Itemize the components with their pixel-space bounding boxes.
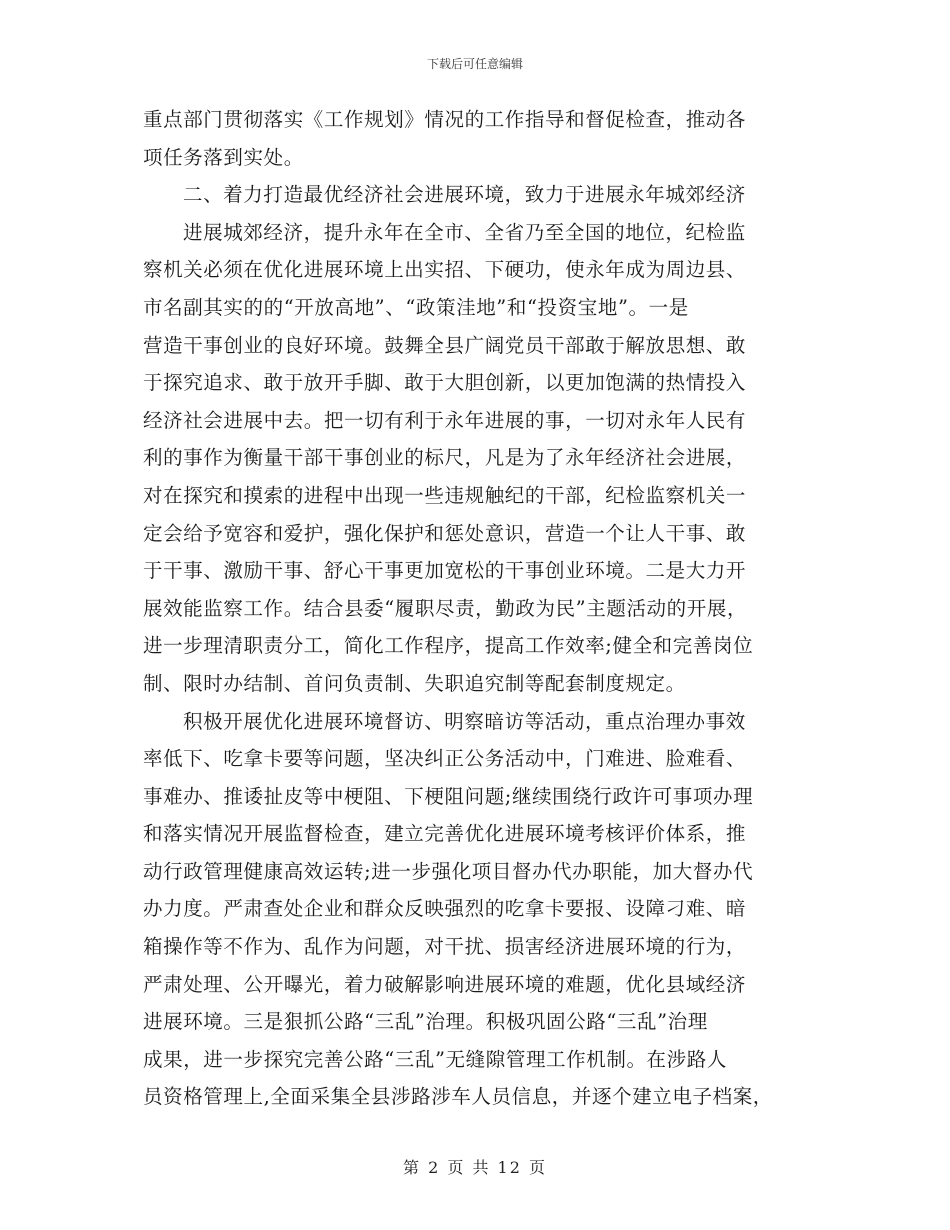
text-line: 事难办、推诿扯皮等中梗阻、下梗阻问题;继续围绕行政许可事项办理 [143,784,754,808]
text-line: 动行政管理健康高效运转;进一步强化项目督办代办职能，加大督办代 [143,859,754,883]
text-line: 员资格管理上,全面采集全县涉路涉车人员信息，并逐个建立电子档案， [143,1085,773,1109]
text-line: 箱操作等不作为、乱作为问题，对干扰、损害经济进展环境的行为， [143,935,747,959]
text-line: 市名副其实的的“开放高地”、“政策洼地”和“投资宝地”。一是 [143,295,689,319]
text-line: 积极开展优化进展环境督访、明察暗访等活动，重点治理办事效 [183,709,746,733]
page-header-note: 下载后可任意编辑 [426,57,523,71]
text-line: 二、着力打造最优经济社会进展环境，致力于进展永年城郊经济 [183,183,746,207]
page-number: 第 2 页 共 12 页 [403,1158,547,1177]
text-line: 于干事、激励干事、舒心干事更加宽松的干事创业环境。二是大力开 [143,559,747,583]
text-line: 项任务落到实处。 [143,145,304,169]
text-line: 进一步理清职责分工，简化工作程序，提高工作效率;健全和完善岗位 [143,634,754,658]
text-line: 定会给予宽容和爱护，强化保护和惩处意识，营造一个让人干事、敢 [143,521,747,545]
text-line: 率低下、吃拿卡要等问题，坚决纠正公务活动中，门难进、脸难看、 [143,747,747,771]
text-line: 对在探究和摸索的进程中出现一些违规触纪的干部，纪检监察机关一 [143,483,747,507]
text-line: 进展环境。三是狠抓公路“三乱”治理。积极巩固公路“三乱”治理 [143,1010,708,1034]
text-line: 和落实情况开展监督检查，建立完善优化进展环境考核评价体系，推 [143,822,747,846]
text-line: 展效能监察工作。结合县委“履职尽责，勤政为民”主题活动的开展， [143,596,748,620]
text-line: 察机关必须在优化进展环境上出实招、下硬功，使永年成为周边县、 [143,258,747,282]
text-line: 制、限时办结制、首问负责制、失职追究制等配套制度规定。 [143,671,686,695]
text-line: 办力度。严肃查处企业和群众反映强烈的吃拿卡要报、设障刁难、暗 [143,897,747,921]
text-line: 营造干事创业的良好环境。鼓舞全县广阔党员干部敢于解放思想、敢 [143,333,747,357]
text-line: 利的事作为衡量干部干事创业的标尺，凡是为了永年经济社会进展， [143,446,747,470]
text-line: 重点部门贯彻落实《工作规划》情况的工作指导和督促检查，推动各 [143,108,747,131]
text-line: 严肃处理、公开曝光，着力破解影响进展环境的难题，优化县域经济 [143,972,747,996]
text-line: 进展城郊经济，提升永年在全市、全省乃至全国的地位，纪检监 [183,220,746,244]
document-body [143,101,823,1116]
text-line: 成果，进一步探究完善公路“三乱”无缝隙管理工作机制。在涉路人 [143,1047,727,1071]
text-line: 于探究追求、敢于放开手脚、敢于大胆创新，以更加饱满的热情投入 [143,371,747,395]
text-line: 经济社会进展中去。把一切有利于永年进展的事，一切对永年人民有 [143,408,747,432]
